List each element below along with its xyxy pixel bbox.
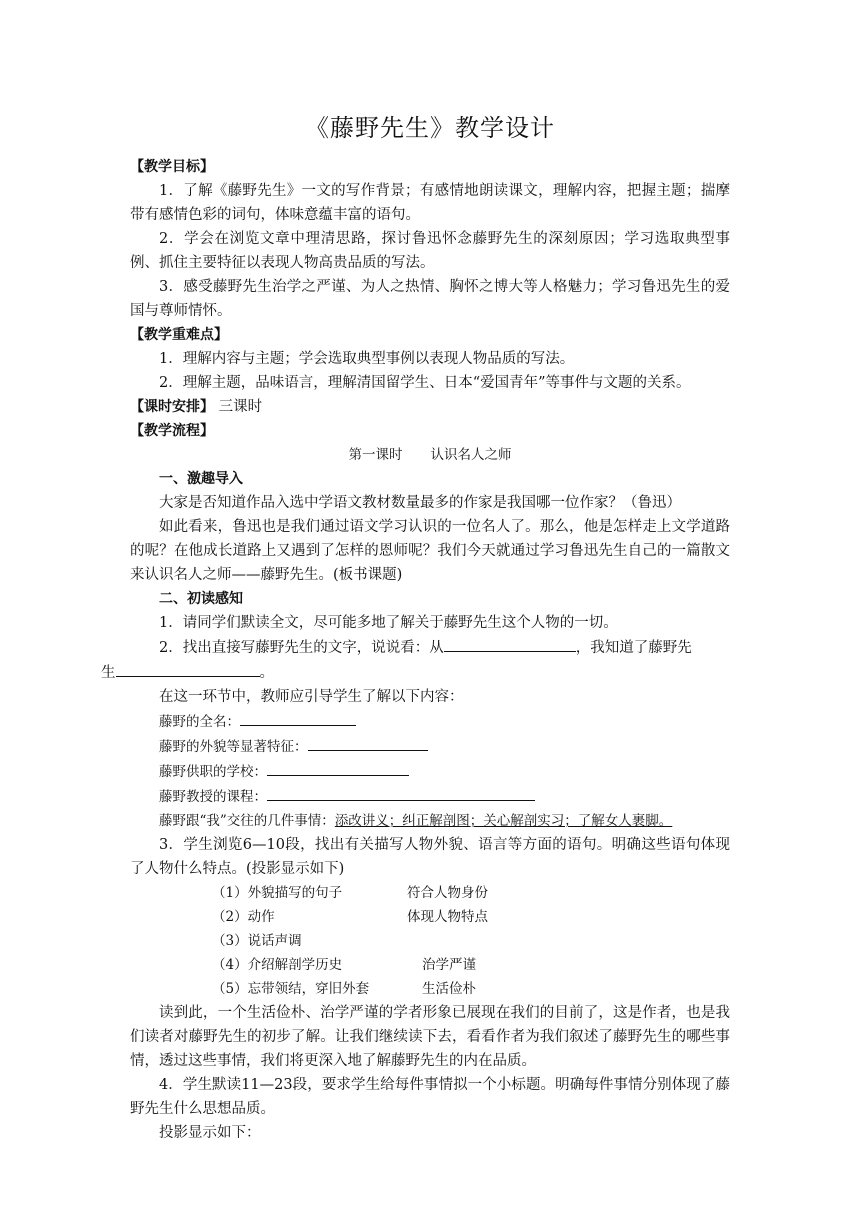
field-school: [130, 759, 730, 784]
question-2-part-a: 2．找出直接写藤野先生的文字，说说看：从: [159, 640, 444, 656]
table-cell: 符合人物身份: [407, 885, 488, 901]
field-label: 藤野供职的学校：: [159, 764, 267, 780]
question-2: [101, 635, 730, 685]
key-points-heading: 【教学重难点】: [130, 327, 228, 343]
field-appearance: [130, 734, 730, 759]
blank-line: [267, 759, 409, 776]
lesson-title: 认识名人之师: [430, 447, 512, 463]
table-row: [130, 905, 730, 929]
section1-para-2: 如此看来，鲁迅也是我们通过语文学习认识的一位名人了。那么，他是怎样走上文学道路的呢？在他成长道路上又遇到了怎样的恩师呢？我们今天就通过学习鲁迅先生自己的一篇散文来认识名人之师——藤野先生。(板书课题): [130, 519, 730, 583]
question-1: 1．请同学们默读全文，尽可能多地了解关于藤野先生这个人物的一切。: [159, 615, 618, 631]
table-cell: （1）外貌描写的句子: [212, 885, 343, 901]
key-point-1: 1．理解内容与主题；学会选取典型事例以表现人物品质的写法。: [159, 351, 575, 367]
table-cell: （3）说话声调: [212, 933, 302, 949]
schedule-heading: 【课时安排】: [130, 399, 214, 415]
goal-item-1: 1．了解《藤野先生》一文的写作背景；有感情地朗读课文，理解内容，把握主题；揣摩带有感情色彩的词句，体味意蕴丰富的语句。: [130, 183, 730, 223]
table-row: [130, 977, 730, 1001]
section1-para-1: 大家是否知道作品入选中学语文教材数量最多的作家是我国哪一位作家？（鲁迅）: [159, 495, 681, 511]
table-cell: 生活俭朴: [422, 981, 476, 997]
table-row: [130, 929, 730, 953]
goals-heading: 【教学目标】: [130, 159, 214, 175]
schedule-value: 三课时: [218, 399, 263, 415]
question-2-part-b: ，我知道了藤野先: [575, 640, 692, 656]
table-cell: 体现人物特点: [407, 909, 488, 925]
blank-line: [308, 734, 428, 751]
question-2-end: 。: [259, 665, 274, 681]
field-full-name: [130, 709, 730, 734]
question-3: 3．学生浏览6—10段，找出有关描写人物外貌、语言等方面的语句。明确这些语句体现了人物什么特点。(投影显示如下): [130, 837, 730, 877]
field-events-value: 添改讲义；纠正解剖图；关心解剖实习；了解女人裹脚。: [334, 813, 673, 829]
after-paragraph: 读到此，一个生活俭朴、治学严谨的学者形象已展现在我们的目前了，这是作者，也是我们读者对藤野先生的初步了解。让我们继续读下去，看看作者为我们叙述了藤野先生的哪些事情，透过这些事情，我们将更深入地了解藤野先生的内在品质。: [130, 1005, 730, 1069]
goal-item-3: 3．感受藤野先生治学之严谨、为人之热情、胸怀之博大等人格魅力；学习鲁迅先生的爱国与尊师情怀。: [130, 279, 730, 319]
field-course: [130, 784, 730, 809]
field-label: 藤野的外貌等显著特征：: [159, 739, 308, 755]
table-cell: （4）介绍解剖学历史: [212, 957, 343, 973]
blank-line: [444, 635, 576, 652]
blank-line: [267, 784, 535, 801]
key-point-2: 2．理解主题，品味语言，理解清国留学生、日本“爱国青年”等事件与文题的关系。: [159, 375, 691, 391]
document-title: 《藤野先生》教学设计: [305, 114, 555, 142]
table-cell: 治学严谨: [422, 957, 476, 973]
question-4: 4．学生默读11—23段，要求学生给每件事情拟一个小标题。明确每件事情分别体现了藤野先生什么思想品质。: [130, 1077, 730, 1117]
table-cell: （5）忘带领结，穿旧外套: [212, 981, 370, 997]
projection-label: 投影显示如下：: [159, 1125, 261, 1141]
goal-item-2: 2．学会在浏览文章中理清思路，探讨鲁迅怀念藤野先生的深刻原因；学习选取典型事例、抓住主要特征以表现人物高贵品质的写法。: [130, 231, 730, 271]
projection-table: [130, 881, 730, 1001]
table-row: [130, 881, 730, 905]
lesson-heading: [130, 443, 730, 467]
table-row: [130, 953, 730, 977]
lesson-label: 第一课时: [348, 447, 403, 463]
field-label: 藤野的全名：: [159, 714, 240, 730]
section1-heading: 一、激趣导入: [159, 471, 243, 487]
blank-line: [240, 709, 356, 726]
guide-text: 在这一环节中，教师应引导学生了解以下内容：: [159, 689, 464, 705]
field-events: [130, 809, 730, 833]
field-label: 藤野教授的课程：: [159, 789, 267, 805]
table-cell: （2）动作: [212, 909, 275, 925]
question-2-part-c: 生: [101, 665, 116, 681]
process-heading: 【教学流程】: [130, 423, 214, 439]
blank-line: [116, 660, 260, 677]
section2-heading: 二、初读感知: [159, 591, 243, 607]
schedule-line: [130, 395, 730, 419]
field-label: 藤野跟“我”交往的几件事情：: [159, 813, 335, 829]
document-page: [101, 108, 730, 1145]
